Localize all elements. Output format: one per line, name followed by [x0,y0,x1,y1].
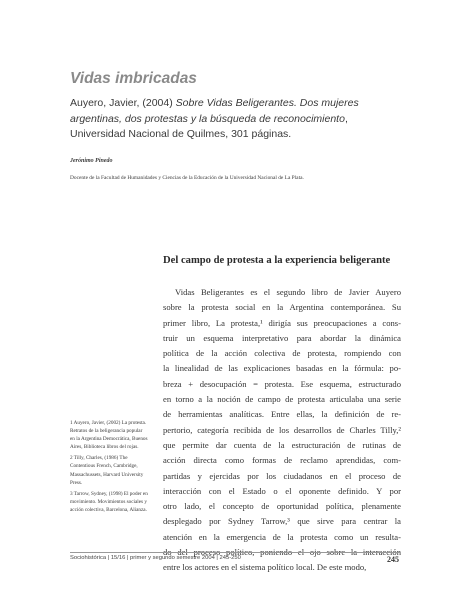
page-number: 245 [387,555,399,564]
body-line: que permite dar cuenta de la estructuración de rutinas de [163,439,401,450]
citation-book-title: Sobre Vidas Beligerantes. Dos mujeres argentinas, dos protestas y la búsqueda de reconocimiento [70,97,359,125]
author-affiliation: Docente de la Facultad de Humanidades y Ciencias de la Educación de la Universidad Nacional de La Plata. [70,175,304,181]
citation-suffix: , Universidad Nacional de Quilmes, 301 páginas. [70,112,348,140]
body-line: sobre la protesta social en la Argentina contemporánea. Su [163,302,401,313]
body-line: acción directa como formas de reclamo aprendidas, com- [163,455,401,466]
body-line: en torno a la noción de campo de protesta articulaba una serie [163,394,401,405]
footnote-1: 1 Auyero, Javier, (2002) La protesta. Retratos de la beligerancia popular en la Argentina Democrática, Buenos Aires, Biblioteca libros del rojas. [70,420,148,451]
section-heading: Del campo de protesta a la experiencia beligerante [163,255,391,266]
body-line: partidas y ejercidas por los ciudadanos en el proceso de [163,470,401,481]
body-text [163,285,401,576]
review-title: Vidas imbricadas [70,70,197,87]
body-line: do del proceso político, poniendo el ojo sobre la interacción [163,547,401,558]
body-line: otro lado, el concepto de oportunidad política, plenamente [163,501,401,512]
review-author: Jerónimo Pinedo [70,158,113,164]
body-line: interacción con el Estado o el oponente definido. Y por [163,485,401,496]
book-citation [70,96,390,143]
body-line: breza + desocupación = protesta. Ese esquema, estructurado [163,378,401,389]
footnote-2: 2 Tilly, Charles, (1986) The Contentious French, Cambridge, Massachussets, Harvard University Press. [70,455,144,486]
body-line: política de la acción colectiva de protesta, rompiendo con [163,348,401,359]
body-line: de herramientas analíticas. Entre ellas, la definición de re- [163,409,401,420]
footer-rule [70,552,400,553]
citation-prefix: Auyero, Javier, (2004) [70,97,176,109]
body-line: truir un esquema interpretativo para abordar la dinámica [163,332,401,343]
footnote-3: 3 Tarrow, Sydney, (1998) El poder en movimiento. Movimientos sociales y acción colectiva, Barcelona, Alianza. [70,490,148,513]
body-line: desplegado por Sydney Tarrow,³ que sirve para centrar la [163,516,401,527]
body-line: Vidas Beligerantes es el segundo libro de Javier Auyero [175,287,401,297]
body-line: primer libro, La protesta,¹ dirigía sus preocupaciones a cons- [163,317,401,328]
body-line: atención en la emergencia de la protesta como un resulta- [163,531,401,542]
footnotes [70,419,148,517]
body-line: entre los actores en el sistema político local. De este modo, [163,562,367,573]
body-line: la linealidad de las explicaciones basadas en la fórmula: po- [163,363,401,374]
journal-footer: Sociohistórica | 15/16 | primer y segundo semestre 2004 | 245-250 [70,555,241,561]
body-line: pertorio, categoría recibida de los desarrollos de Charles Tilly,² [163,424,401,435]
